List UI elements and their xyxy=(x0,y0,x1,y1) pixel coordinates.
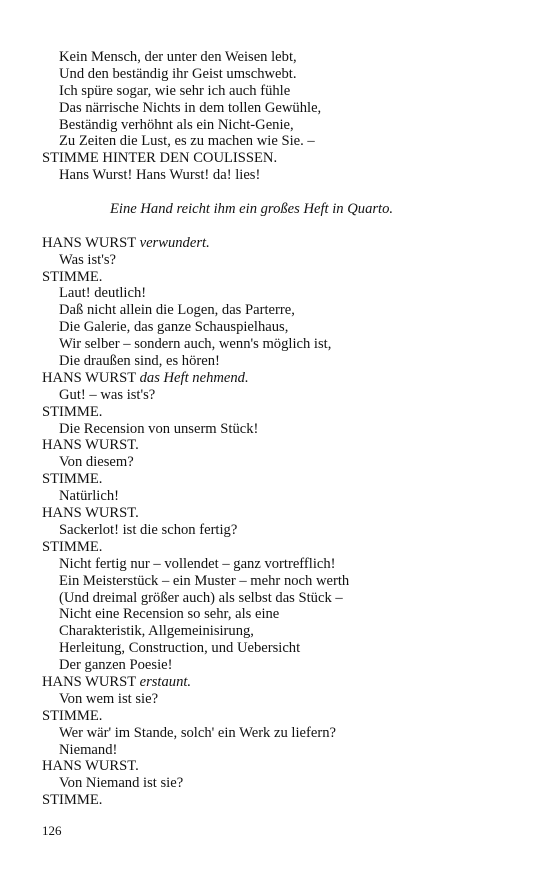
verse-line: Hans Wurst! Hans Wurst! da! lies! xyxy=(59,167,261,184)
verse-line: Die draußen sind, es hören! xyxy=(59,353,220,370)
speaker-line xyxy=(42,269,522,286)
play-text xyxy=(42,49,522,809)
speaker-name: STIMME. xyxy=(42,707,103,724)
verse-line: Kein Mensch, der unter den Weisen lebt, xyxy=(59,49,297,65)
verse-line: Charakteristik, Allgemeinisirung, xyxy=(59,623,254,640)
speaker-name: STIMME. xyxy=(42,268,103,285)
verse-line: Die Recension von unserm Stück! xyxy=(59,420,259,437)
verse-line: Natürlich! xyxy=(59,488,119,505)
speaker-name: STIMME. xyxy=(42,538,103,555)
verse-line: Laut! deutlich! xyxy=(59,285,147,302)
speaker-name: STIMME. xyxy=(42,471,103,488)
blank-line xyxy=(42,218,522,235)
speaker-name: STIMME. xyxy=(42,403,103,420)
speaker-name: HANS WURST xyxy=(42,673,136,690)
speaker-line xyxy=(42,235,522,252)
verse-line: Das närrische Nichts in dem tollen Gewühle, xyxy=(59,99,322,116)
page-number: 126 xyxy=(42,823,62,838)
verse-line: Beständig verhöhnt als ein Nicht-Genie, xyxy=(59,116,294,133)
speaker-line xyxy=(42,758,522,775)
speaker-line xyxy=(42,370,522,387)
verse-line: Ein Meisterstück – ein Muster – mehr noch werth xyxy=(59,572,350,589)
speaker-name: STIMME HINTER DEN COULISSEN. xyxy=(42,150,278,167)
speaker-name: STIMME. xyxy=(42,792,103,809)
speaker-name: HANS WURST. xyxy=(42,437,139,454)
speaker-name: HANS WURST. xyxy=(42,505,139,522)
verse-line: Der ganzen Poesie! xyxy=(59,657,173,674)
speaker-name: HANS WURST. xyxy=(42,758,139,775)
verse-line: Nicht fertig nur – vollendet – ganz vortrefflich! xyxy=(59,555,336,572)
verse-line: Ich spüre sogar, wie sehr ich auch fühle xyxy=(59,82,291,99)
verse-line: Wir selber – sondern auch, wenn's möglich ist, xyxy=(59,336,332,353)
speaker-line xyxy=(42,708,522,725)
verse-line: (Und dreimal größer auch) als selbst das Stück – xyxy=(59,589,343,606)
verse-line: Von wem ist sie? xyxy=(59,690,159,707)
speaker-line xyxy=(42,674,522,691)
speaker-line xyxy=(42,505,522,522)
verse-line: Und den beständig ihr Geist umschwebt. xyxy=(59,65,297,82)
verse-line: Wer wär' im Stande, solch' ein Werk zu liefern? xyxy=(59,724,336,741)
verse-line: Niemand! xyxy=(59,741,118,758)
verse-line: Daß nicht allein die Logen, das Parterre, xyxy=(59,302,295,319)
speaker-line xyxy=(42,539,522,556)
verse-line: Herleitung, Construction, und Uebersicht xyxy=(59,640,301,657)
stage-note: das Heft nehmend. xyxy=(139,369,249,386)
verse-line: Von Niemand ist sie? xyxy=(59,775,184,792)
speaker-line xyxy=(42,792,522,809)
verse-line: Gut! – was ist's? xyxy=(59,386,156,403)
verse-line: Nicht eine Recension so sehr, als eine xyxy=(59,606,280,623)
speaker-line xyxy=(42,150,522,167)
blank-line xyxy=(42,184,522,201)
verse-line: Die Galerie, das ganze Schauspielhaus, xyxy=(59,319,289,336)
verse-line: Zu Zeiten die Lust, es zu machen wie Sie. – xyxy=(59,133,315,150)
speaker-name: HANS WURST xyxy=(42,369,136,386)
verse-line: Von diesem? xyxy=(59,454,134,471)
verse-line: Was ist's? xyxy=(59,251,116,268)
stage-note: erstaunt. xyxy=(139,673,192,690)
stage-direction: Eine Hand reicht ihm ein großes Heft in Quarto. xyxy=(110,201,394,218)
speaker-name: HANS WURST xyxy=(42,234,136,251)
speaker-line xyxy=(42,404,522,421)
speaker-line xyxy=(42,437,522,454)
speaker-line xyxy=(42,471,522,488)
verse-line: Sackerlot! ist die schon fertig? xyxy=(59,521,238,538)
stage-note: verwundert. xyxy=(139,234,210,251)
